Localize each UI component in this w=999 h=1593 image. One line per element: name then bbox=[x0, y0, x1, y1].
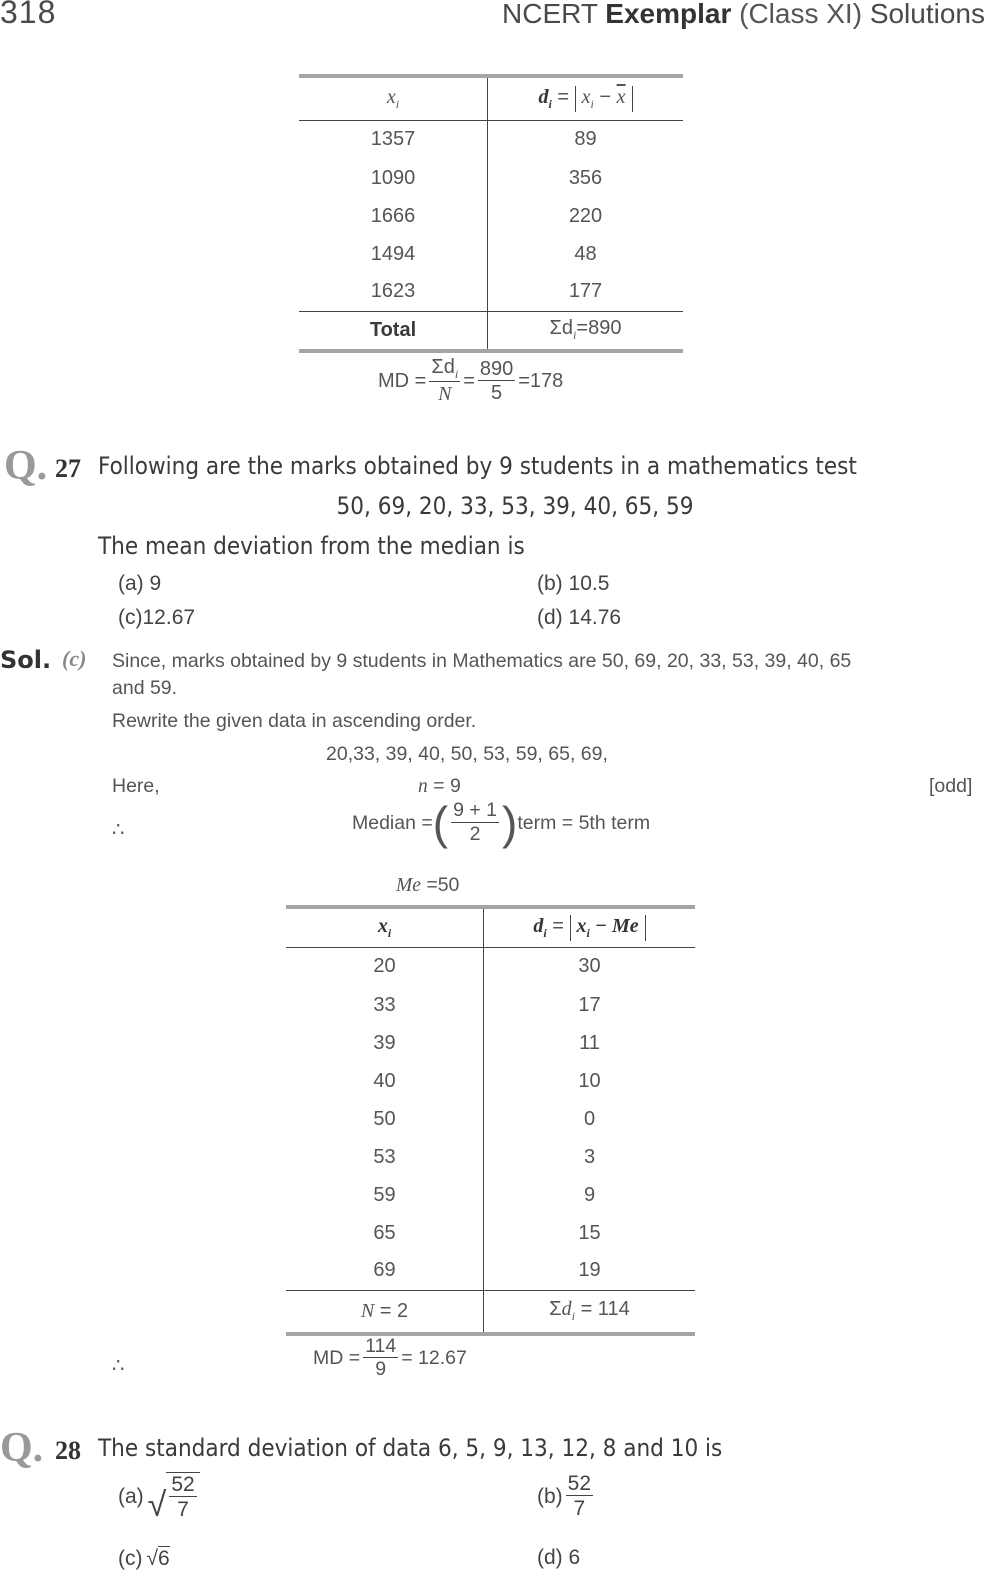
q-mark-icon: Q. bbox=[0, 1425, 44, 1471]
option-a: (a) 9 bbox=[118, 572, 162, 595]
deviation-table-1 bbox=[299, 74, 683, 353]
table-row: 1623 177 bbox=[299, 273, 683, 311]
question-prompt: The mean deviation from the median is bbox=[98, 532, 525, 560]
title-suffix: Solutions bbox=[869, 0, 985, 29]
solution-line-1: Since, marks obtained by 9 students in Mathematics are 50, 69, 20, 33, 53, 39, 40, 65 bbox=[112, 650, 852, 672]
solution-line-2: and 59. bbox=[112, 677, 178, 699]
option-b: (b) 10.5 bbox=[537, 572, 610, 595]
header-xi: $x_i$ bbox=[299, 76, 488, 120]
sorted-data: 20,33, 39, 40, 50, 53, 59, 65, 69, bbox=[326, 743, 608, 765]
total-row: N = 2 $\Sigma d_i = 114$ bbox=[286, 1290, 695, 1334]
option-d: (d) 14.76 bbox=[537, 606, 622, 629]
header-xi: $x_i$ bbox=[286, 907, 484, 947]
table-row: 65 15 bbox=[286, 1214, 695, 1252]
header-di: $d_i = x_i - \overline{x}$ bbox=[488, 76, 684, 120]
total-row: Total $\Sigma d_i=890$ bbox=[299, 311, 683, 351]
question-text: The standard deviation of data 6, 5, 9, 13, 12, 8 and 10 is bbox=[98, 1434, 723, 1462]
table-row: 53 3 bbox=[286, 1138, 695, 1176]
question-data: 50, 69, 20, 33, 53, 39, 40, 65, 59 bbox=[336, 492, 694, 520]
solution-label: Sol. bbox=[0, 646, 52, 674]
title-bold: Exemplar bbox=[605, 0, 732, 29]
table-row: 33 17 bbox=[286, 986, 695, 1024]
deviation-table-2 bbox=[286, 905, 695, 1336]
table-row: 1494 48 bbox=[299, 235, 683, 273]
option-c: (c)12.67 bbox=[118, 606, 196, 629]
option-d: (d) 6 bbox=[537, 1546, 581, 1569]
question-number: 27 bbox=[55, 454, 81, 483]
option-b: (b) $\frac{52}{7}$ bbox=[537, 1472, 592, 1521]
solution-answer: (c) bbox=[62, 646, 87, 671]
here-label: Here, bbox=[112, 775, 160, 797]
title-prefix: NCERT bbox=[502, 0, 598, 29]
table-row: 50 0 bbox=[286, 1100, 695, 1138]
md-equation-2: MD = $\frac{114}{9}$ = 12.67 bbox=[313, 1335, 467, 1381]
table-row: 20 30 bbox=[286, 947, 695, 986]
table-row: 40 10 bbox=[286, 1062, 695, 1100]
running-head bbox=[502, 0, 985, 30]
question-text: Following are the marks obtained by 9 students in a mathematics test bbox=[98, 452, 857, 480]
n-equation: n = 9 bbox=[418, 775, 461, 797]
table-row: 39 11 bbox=[286, 1024, 695, 1062]
table-row: 59 9 bbox=[286, 1176, 695, 1214]
table-row: 1666 220 bbox=[299, 197, 683, 235]
header-di: $d_i = x_i - Me$ bbox=[484, 907, 696, 947]
q-mark-icon: Q. bbox=[4, 443, 48, 489]
table-row: 1357 89 bbox=[299, 120, 683, 159]
therefore-symbol: ∴ bbox=[112, 819, 125, 841]
me-equation: Me =50 bbox=[396, 874, 460, 896]
md-equation-1: MD = $\frac{\Sigma d_i}{N}$ = $\frac{890}{5}$ =178 bbox=[378, 356, 564, 406]
option-a: (a) √ $\frac{52}{7}$ bbox=[118, 1472, 200, 1522]
question-number: 28 bbox=[55, 1436, 81, 1465]
solution-line-3: Rewrite the given data in ascending order. bbox=[112, 710, 477, 732]
table-row: 69 19 bbox=[286, 1252, 695, 1290]
odd-note: [odd] bbox=[929, 775, 973, 797]
page-number: 318 bbox=[0, 0, 57, 30]
option-c: (c) √ 6 bbox=[118, 1546, 170, 1570]
median-equation: Median = ( $\frac{9 + 1}{2}$ ) term = 5th term bbox=[352, 797, 651, 849]
table-row: 1090 356 bbox=[299, 159, 683, 197]
title-class: (Class XI) bbox=[739, 0, 863, 29]
therefore-symbol: ∴ bbox=[112, 1355, 125, 1377]
